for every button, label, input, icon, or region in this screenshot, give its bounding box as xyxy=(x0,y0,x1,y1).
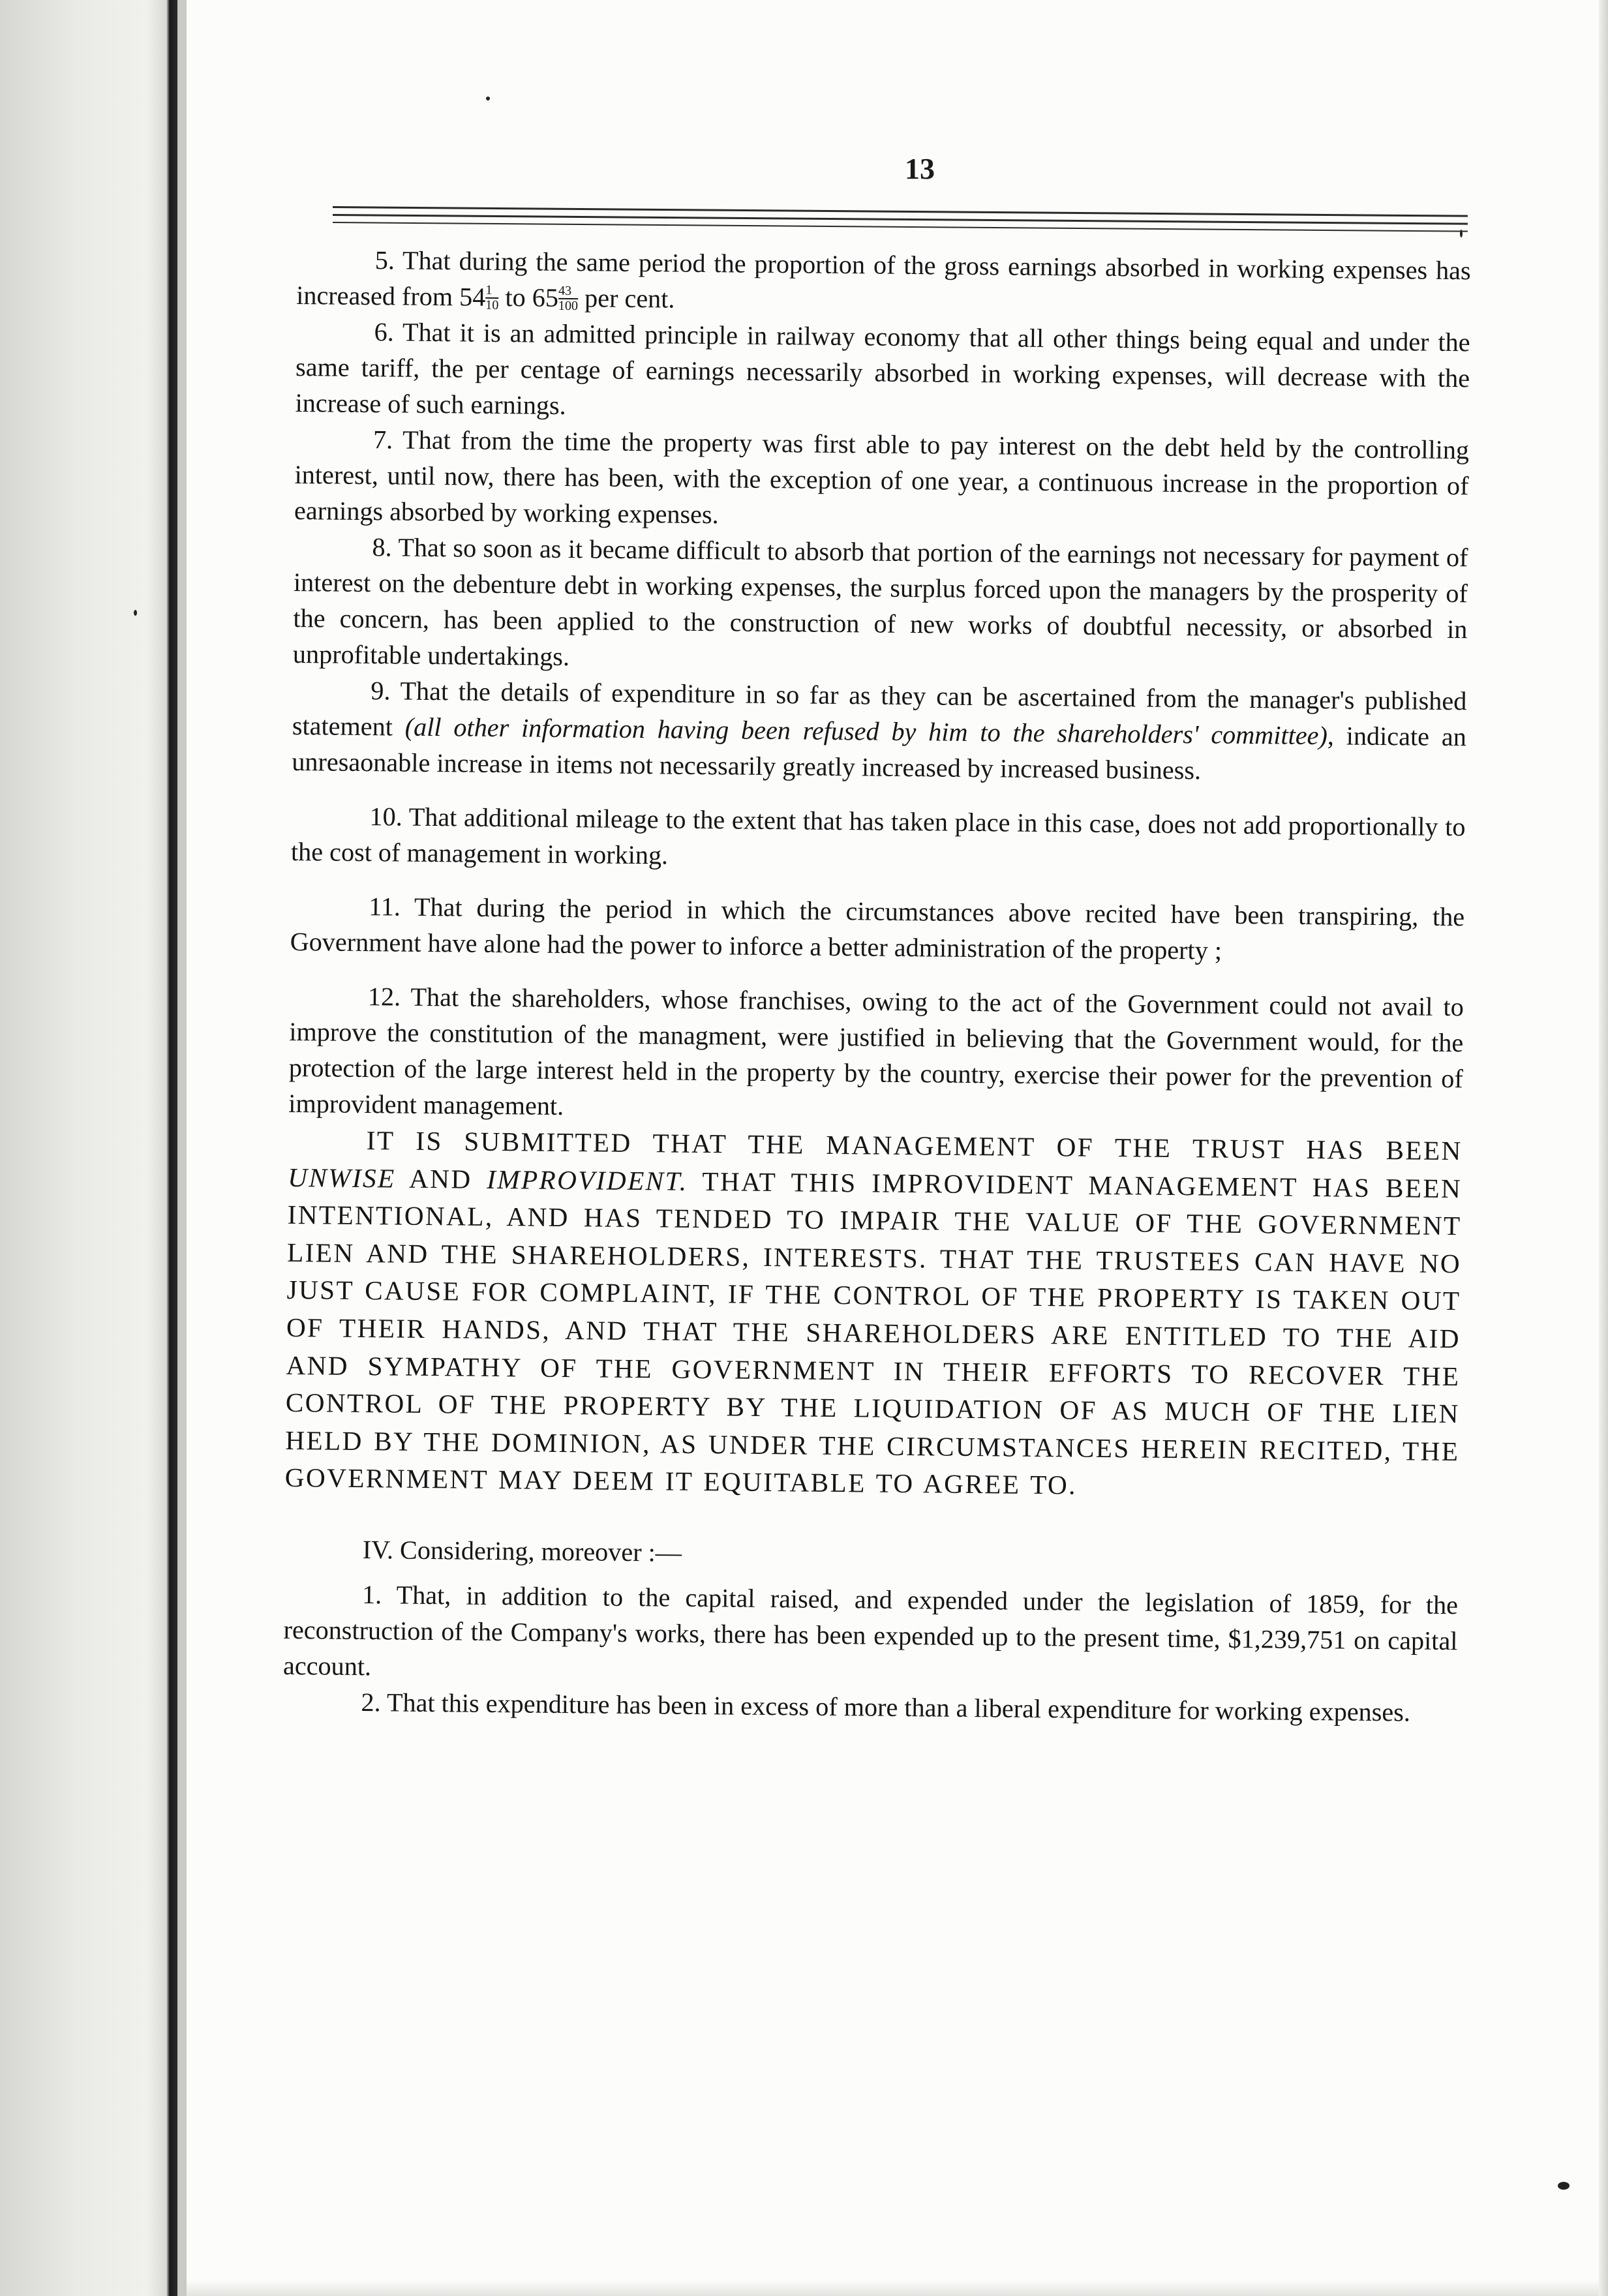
paragraph-7: 7. That from the time the property was first able to pay interest on the debt held by the controlling interest, until now, there has been, with the exception of one year, a continuous increase in the proportion of earnings absorbed by working expenses. xyxy=(294,425,1470,530)
paragraph-6: 6. That it is an admitted principle in railway economy that all other things being equal and under the same tariff, the per centage of earnings necessarily absorbed in working expenses, will decrease with the increase of such earnings. xyxy=(295,317,1470,420)
section-iv-item-1: 1. That, in addition to the capital raised, and expended under the legislation of 1859, for the reconstruction of the Company's works, there has been expended up to the present time, $1,239,751 on capital account. xyxy=(282,1579,1459,1682)
fraction-numerator: 43 xyxy=(558,283,572,298)
scan-speck xyxy=(1558,2182,1570,2190)
paragraph-9-tail: , indicate an unresaonable increase in items not necessarily greatly increased by increased business. xyxy=(292,721,1467,785)
scan-speck xyxy=(486,97,490,100)
fraction-numerator: 1 xyxy=(485,282,493,297)
paragraph-9 xyxy=(292,672,1467,791)
submission-and: AND xyxy=(395,1163,487,1194)
paragraph-5-lead: 5. That during the same period the proportion of the gross earnings absorbed in working expenses has increased from 54 xyxy=(296,245,1471,312)
paragraph-5-mid: to 65 xyxy=(498,282,559,312)
fraction-43-hundredths xyxy=(558,284,579,313)
paragraph-5-tail: per cent. xyxy=(577,283,675,314)
body-text xyxy=(282,241,1471,1730)
section-iv-heading: IV. Considering, moreover :— xyxy=(362,1534,682,1567)
scan-speck xyxy=(134,610,137,616)
right-page-edge xyxy=(1599,0,1608,2296)
section-iv-item-2: 2. That this expenditure has been in excess of more than a liberal expenditure for working expenses. xyxy=(361,1687,1411,1727)
submission-lead: IT IS SUBMITTED THAT THE MANAGEMENT OF THE TRUST HAS BEEN xyxy=(366,1125,1463,1166)
page-edge-shadow xyxy=(177,0,187,2296)
submission-italic-improvident: IMPROVIDENT. xyxy=(486,1164,688,1196)
submission-paragraph xyxy=(285,1121,1463,1508)
page-number: 13 xyxy=(905,152,935,185)
fraction-one-tenth xyxy=(485,284,499,312)
paragraph-9-italic: (all other information having been refused by him to the shareholders' committee) xyxy=(404,712,1328,751)
paragraph-8: 8. That so soon as it became difficult to absorb that portion of the earnings not necessary for payment of interest on the debenture debt in working expenses, the surplus forced upon the managers by the prosperity of the concern, has been applied to the construction of new works of doubtful necessity, or absorbed in unprofitable undertakings. xyxy=(292,532,1468,672)
book-gutter xyxy=(0,0,177,2296)
submission-italic-unwise: UNWISE xyxy=(288,1162,396,1194)
paragraph-10: 10. That additional mileage to the extent that has taken place in this case, does not add proportionally to the cost of management in working. xyxy=(290,802,1466,870)
submission-tail: THAT THIS IMPROVIDENT MANAGEMENT HAS BEEN INTENTIONAL, AND HAS TENDED TO IMPAIR THE VALUE OF THE GOVERNMENT LIEN AND THE SHAREHOLDERS, INTERESTS. THAT THE TRUSTEES CAN HAVE NO JUST CAUSE FOR COMPLAINT, IF THE CONTROL OF THE PROPERTY IS TAKEN OUT OF THEIR HANDS, AND THAT THE SHAREHOLDERS ARE ENTITLED TO THE AID AND SYMPATHY OF THE GOVERNMENT IN THEIR EFFORTS TO RECOVER THE CONTROL OF THE PROPERTY BY THE LIQUIDATION OF AS MUCH OF THE LIEN HELD BY THE DOMINION, AS UNDER THE CIRCUMSTANCES HEREIN RECITED, THE GOVERNMENT MAY DEEM IT EQUITABLE TO AGREE TO. xyxy=(284,1166,1463,1500)
bottom-page-shade xyxy=(187,2280,1599,2296)
fraction-denominator: 10 xyxy=(485,297,499,312)
fraction-denominator: 100 xyxy=(558,298,579,314)
paragraph-5 xyxy=(296,241,1471,324)
paragraph-12: 12. That the shareholders, whose franchises, owing to the act of the Government could not avail to improve the constitution of the managment, were justified in believing that the Government would, for the protection of the large interest held in the property by the country, exercise their power for the prevention of improvident management. xyxy=(288,982,1464,1121)
paragraph-9-lead: 9. That the details of expenditure in so far as they can be ascertained from the manager's published statement xyxy=(292,676,1467,742)
paragraph-11: 11. That during the period in which the circumstances above recited have been transpiring, the Government have alone had the power to inforce a better administration of the property ; xyxy=(290,892,1465,965)
